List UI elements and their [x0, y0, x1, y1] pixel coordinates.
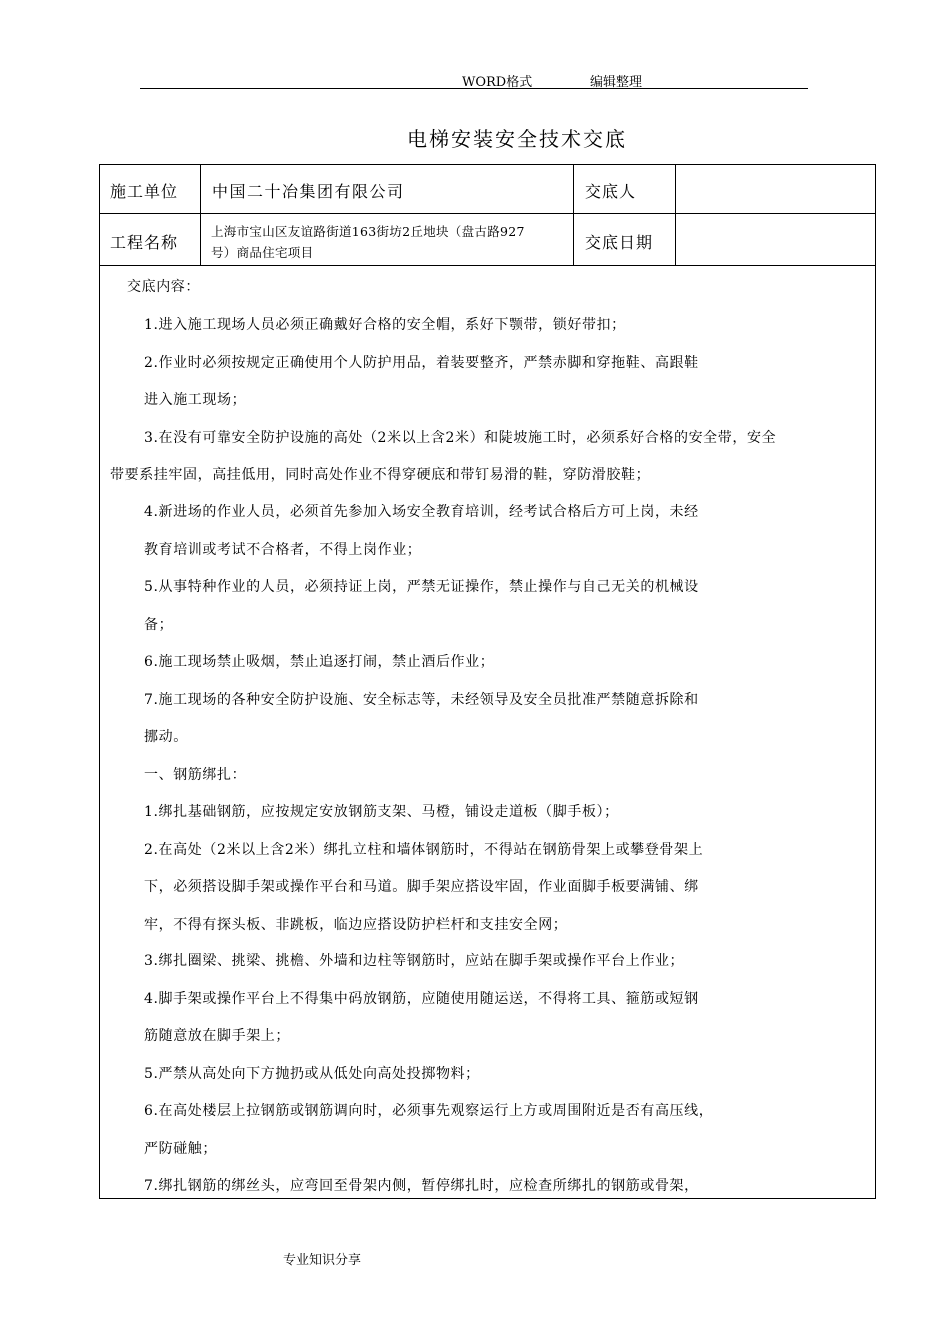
content-line: 3.绑扎圈梁、挑梁、挑檐、外墙和边柱等钢筋时，应站在脚手架或操作平台上作业； — [144, 953, 685, 969]
table-col-divider — [573, 164, 574, 265]
content-heading: 交底内容： — [127, 279, 200, 295]
header-rule — [140, 88, 808, 89]
content-line: 带要系挂牢固，高挂低用，同时高处作业不得穿硬底和带钉易滑的鞋，穿防滑胶鞋； — [110, 467, 651, 483]
section-heading: 一、钢筋绑扎： — [144, 767, 247, 783]
content-line: 1.绑扎基础钢筋，应按规定安放钢筋支架、马橙，铺设走道板（脚手板）； — [144, 804, 619, 820]
unit-label: 施工单位 — [110, 182, 179, 201]
date-label: 交底日期 — [585, 233, 654, 252]
content-line: 3.在没有可靠安全防护设施的高处（2米以上含2米）和陡坡施工时，必须系好合格的安全带，安全 — [144, 430, 777, 446]
content-line: 教育培训或考试不合格者，不得上岗作业； — [144, 542, 422, 558]
project-value-line: 号）商品住宅项目 — [211, 245, 314, 260]
unit-value: 中国二十冶集团有限公司 — [212, 182, 405, 201]
content-line: 进入施工现场； — [144, 392, 247, 408]
content-line: 2.在高处（2米以上含2米）绑扎立柱和墙体钢筋时，不得站在钢筋骨架上或攀登骨架上 — [144, 842, 704, 858]
content-line: 5.从事特种作业的人员，必须持证上岗，严禁无证操作，禁止操作与自己无关的机械设 — [144, 579, 699, 595]
content-line: 2.作业时必须按规定正确使用个人防护用品，着装要整齐，严禁赤脚和穿拖鞋、高跟鞋 — [144, 355, 699, 371]
content-line: 7.施工现场的各种安全防护设施、安全标志等，未经领导及安全员批准严禁随意拆除和 — [144, 692, 699, 708]
table-row-divider — [99, 213, 876, 214]
content-line: 1.进入施工现场人员必须正确戴好合格的安全帽，系好下颚带，锁好带扣； — [144, 317, 626, 333]
content-line: 严防碰触； — [144, 1141, 217, 1157]
header-edit-label: 编辑整理 — [590, 75, 643, 90]
document-title: 电梯安装安全技术交底 — [407, 127, 627, 151]
table-col-divider — [200, 164, 201, 265]
content-line: 6.在高处楼层上拉钢筋或钢筋调向时，必须事先观察运行上方或周围附近是否有高压线， — [144, 1103, 714, 1119]
project-value — [211, 221, 571, 263]
content-line: 下，必须搭设脚手架或操作平台和马道。脚手架应搭设牢固，作业面脚手板要满铺、绑 — [144, 879, 699, 895]
content-line: 备； — [144, 617, 174, 633]
project-label: 工程名称 — [110, 233, 179, 252]
table-row-divider — [99, 265, 876, 266]
content-line: 4.新进场的作业人员，必须首先参加入场安全教育培训，经考试合格后方可上岗，未经 — [144, 504, 699, 520]
content-line: 挪动。 — [144, 729, 188, 745]
footer-text: 专业知识分享 — [283, 1253, 362, 1268]
content-line: 5.严禁从高处向下方抛扔或从低处向高处投掷物料； — [144, 1066, 480, 1082]
table-col-divider — [675, 164, 676, 265]
project-value-line: 上海市宝山区友谊路街道163街坊2丘地块（盘古路927 — [211, 224, 525, 239]
content-line: 牢，不得有探头板、非跳板，临边应搭设防护栏杆和支挂安全网； — [144, 917, 568, 933]
discloser-label: 交底人 — [585, 182, 637, 201]
content-line: 4.脚手架或操作平台上不得集中码放钢筋，应随使用随运送，不得将工具、箍筋或短钢 — [144, 991, 699, 1007]
content-line: 7.绑扎钢筋的绑丝头，应弯回至骨架内侧，暂停绑扎时，应检查所绑扎的钢筋或骨架， — [144, 1178, 699, 1194]
header-format-label: WORD格式 — [462, 75, 533, 90]
content-line: 6.施工现场禁止吸烟，禁止追逐打闹，禁止酒后作业； — [144, 654, 495, 670]
content-line: 筋随意放在脚手架上； — [144, 1028, 290, 1044]
